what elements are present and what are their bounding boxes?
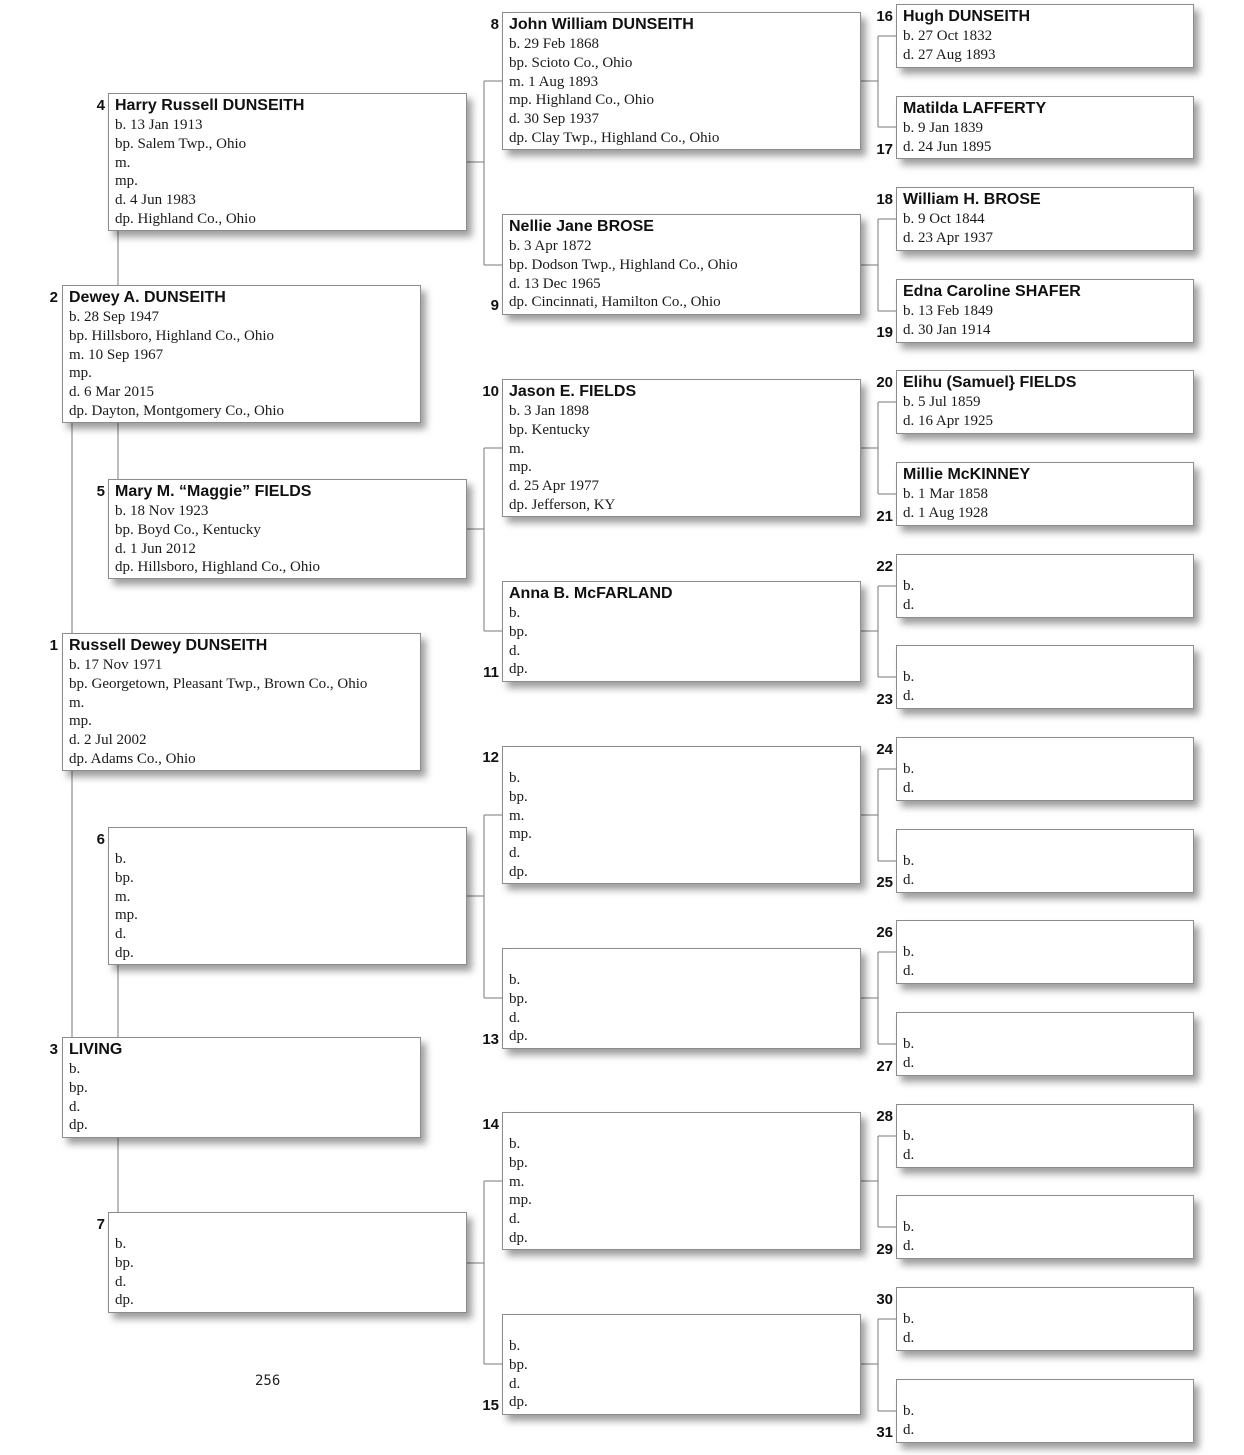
person-fact: b.: [903, 1219, 915, 1235]
person-name: [903, 922, 1187, 943]
person-box-5[interactable]: [108, 479, 467, 579]
person-name: [903, 1106, 1187, 1127]
person-number: 19: [876, 324, 893, 341]
person-number: 30: [876, 1291, 893, 1308]
person-box-10[interactable]: [502, 379, 861, 517]
person-fact: mp.: [69, 365, 92, 382]
person-fact: b.: [903, 761, 915, 777]
person-number: 8: [490, 16, 499, 33]
person-number: 2: [49, 289, 58, 306]
person-fact: d. 27 Aug 1893: [903, 46, 996, 63]
person-fact: bp. Dodson Twp., Highland Co., Ohio: [509, 256, 738, 273]
person-fact: b. 13 Jan 1913: [115, 117, 203, 133]
person-fact: m.: [69, 694, 85, 711]
person-fact: b. 18 Nov 1923: [115, 503, 209, 519]
person-name: Elihu (Samuel} FIELDS: [903, 374, 1077, 391]
person-fact: d.: [903, 1329, 915, 1346]
person-number: 15: [482, 1397, 499, 1414]
person-fact: b. 3 Jan 1898: [509, 403, 589, 419]
person-name: [903, 1197, 1187, 1218]
person-number: 5: [96, 483, 105, 500]
person-fact: m.: [509, 1173, 525, 1190]
person-fact: m.: [115, 154, 131, 171]
person-fact: b. 28 Sep 1947: [69, 309, 159, 325]
person-box-19[interactable]: [896, 279, 1194, 343]
person-number: 25: [876, 874, 893, 891]
person-box-31[interactable]: [896, 1379, 1194, 1443]
person-fact: b.: [903, 669, 915, 685]
person-number: 7: [96, 1216, 105, 1233]
person-fact: d.: [903, 1146, 915, 1163]
person-name: Hugh DUNSEITH: [903, 8, 1031, 25]
person-box-18[interactable]: [896, 187, 1194, 251]
person-name: [903, 831, 1187, 852]
person-fact: d. 24 Jun 1895: [903, 138, 992, 155]
person-box-3[interactable]: [62, 1037, 421, 1138]
person-fact: b. 27 Oct 1832: [903, 28, 993, 44]
person-name: Jason E. FIELDS: [509, 383, 637, 400]
person-fact: dp. Highland Co., Ohio: [115, 210, 256, 227]
person-name: [903, 647, 1187, 668]
person-box-22[interactable]: [896, 554, 1194, 618]
person-fact: b.: [903, 1128, 915, 1144]
person-fact: m.: [509, 807, 525, 824]
person-number: 11: [483, 664, 499, 681]
person-fact: dp.: [509, 1394, 528, 1411]
person-fact: dp.: [115, 1292, 134, 1309]
person-name: [509, 748, 854, 769]
person-fact: d.: [903, 1054, 915, 1071]
person-box-1[interactable]: [62, 633, 421, 771]
person-fact: d. 2 Jul 2002: [69, 732, 147, 749]
person-fact: b. 5 Jul 1859: [903, 394, 981, 410]
person-fact: d.: [69, 1098, 81, 1115]
person-name: [115, 829, 460, 850]
person-fact: bp.: [509, 1356, 528, 1373]
person-fact: d.: [903, 779, 915, 796]
person-number: 3: [49, 1041, 58, 1058]
person-fact: b. 1 Mar 1858: [903, 486, 988, 502]
person-name: John William DUNSEITH: [509, 16, 694, 33]
person-fact: d.: [115, 926, 127, 943]
person-box-26[interactable]: [896, 920, 1194, 984]
person-fact: d. 1 Jun 2012: [115, 540, 196, 557]
person-fact: d.: [903, 1237, 915, 1254]
person-fact: bp. Boyd Co., Kentucky: [115, 521, 261, 538]
person-box-4[interactable]: [108, 93, 467, 231]
person-fact: mp.: [509, 459, 532, 476]
person-number: 21: [876, 508, 893, 525]
person-fact: b.: [509, 972, 521, 988]
person-fact: bp.: [69, 1079, 88, 1096]
person-number: 29: [876, 1241, 893, 1258]
person-name: LIVING: [69, 1041, 123, 1058]
person-fact: dp. Clay Twp., Highland Co., Ohio: [509, 129, 720, 146]
person-fact: d. 6 Mar 2015: [69, 384, 154, 401]
person-fact: m.: [509, 440, 525, 457]
person-name: Mary M. “Maggie” FIELDS: [115, 483, 312, 500]
person-fact: dp. Jefferson, KY: [509, 496, 616, 513]
person-fact: dp.: [509, 863, 528, 880]
person-box-21[interactable]: [896, 462, 1194, 526]
person-number: 12: [482, 749, 499, 766]
person-fact: d. 23 Apr 1937: [903, 229, 993, 246]
person-fact: mp.: [115, 907, 138, 924]
person-fact: d.: [509, 642, 521, 659]
person-number: 24: [876, 741, 893, 758]
person-name: Harry Russell DUNSEITH: [115, 97, 305, 114]
person-fact: b. 9 Jan 1839: [903, 120, 983, 136]
person-fact: d. 30 Jan 1914: [903, 321, 991, 338]
person-fact: bp. Scioto Co., Ohio: [509, 54, 633, 71]
person-fact: b.: [903, 1036, 915, 1052]
person-fact: d.: [509, 1375, 521, 1392]
person-fact: b. 3 Apr 1872: [509, 238, 592, 254]
person-fact: m.: [115, 888, 131, 905]
person-fact: dp.: [509, 1028, 528, 1045]
person-fact: mp.: [115, 173, 138, 190]
person-number: 26: [876, 924, 893, 941]
person-number: 22: [876, 558, 893, 575]
person-box-30[interactable]: [896, 1287, 1194, 1351]
person-fact: d. 16 Apr 1925: [903, 412, 993, 429]
person-fact: m. 1 Aug 1893: [509, 73, 599, 90]
person-fact: d.: [509, 1009, 521, 1026]
person-name: Nellie Jane BROSE: [509, 218, 654, 235]
person-number: 4: [96, 97, 105, 114]
person-fact: d.: [903, 871, 915, 888]
person-number: 9: [490, 297, 499, 314]
person-name: Dewey A. DUNSEITH: [69, 289, 226, 306]
person-number: 16: [876, 8, 893, 25]
person-fact: bp. Georgetown, Pleasant Twp., Brown Co., Ohio: [69, 675, 368, 692]
person-fact: m. 10 Sep 1967: [69, 346, 164, 363]
person-box-27[interactable]: [896, 1012, 1194, 1076]
person-fact: d.: [115, 1273, 127, 1290]
person-box-11[interactable]: [502, 581, 861, 682]
person-box-15[interactable]: [502, 1314, 861, 1415]
person-box-23[interactable]: [896, 645, 1194, 709]
person-fact: bp. Kentucky: [509, 421, 590, 438]
person-name: [903, 1014, 1187, 1035]
person-name: William H. BROSE: [903, 191, 1041, 208]
person-fact: d. 1 Aug 1928: [903, 504, 989, 521]
person-number: 6: [96, 831, 105, 848]
person-fact: mp.: [509, 826, 532, 843]
person-box-13[interactable]: [502, 948, 861, 1049]
page-number: 256: [255, 1373, 281, 1389]
person-fact: dp. Dayton, Montgomery Co., Ohio: [69, 402, 284, 419]
person-fact: d.: [903, 962, 915, 979]
person-name: Anna B. McFARLAND: [509, 585, 673, 602]
person-fact: b.: [509, 605, 521, 621]
person-number: 31: [876, 1424, 893, 1441]
person-number: 14: [482, 1116, 499, 1133]
person-fact: dp.: [69, 1117, 88, 1134]
person-fact: mp. Highland Co., Ohio: [509, 92, 654, 109]
person-number: 20: [876, 374, 893, 391]
person-box-28[interactable]: [896, 1104, 1194, 1168]
person-box-16[interactable]: [896, 4, 1194, 68]
person-fact: d.: [903, 596, 915, 613]
person-name: [509, 1316, 854, 1337]
person-fact: dp.: [509, 1229, 528, 1246]
person-fact: bp.: [509, 1154, 528, 1171]
person-number: 13: [482, 1031, 499, 1048]
person-fact: bp. Salem Twp., Ohio: [115, 135, 247, 152]
person-number: 18: [876, 191, 893, 208]
person-fact: b.: [903, 944, 915, 960]
person-fact: d.: [903, 687, 915, 704]
person-fact: dp.: [115, 944, 134, 961]
person-name: Millie McKINNEY: [903, 466, 1031, 483]
person-number: 10: [482, 383, 499, 400]
person-fact: b.: [115, 1236, 127, 1252]
person-fact: bp.: [509, 788, 528, 805]
person-fact: bp.: [115, 1254, 134, 1271]
person-fact: d. 30 Sep 1937: [509, 111, 599, 128]
person-name: [903, 1289, 1187, 1310]
person-fact: b.: [69, 1061, 81, 1077]
person-fact: d. 13 Dec 1965: [509, 275, 601, 292]
person-fact: d.: [509, 845, 521, 862]
person-fact: b.: [903, 1403, 915, 1419]
person-name: Edna Caroline SHAFER: [903, 283, 1081, 300]
person-name: [509, 1114, 854, 1135]
person-fact: bp.: [509, 990, 528, 1007]
person-fact: d.: [509, 1211, 521, 1228]
person-fact: b. 17 Nov 1971: [69, 657, 163, 673]
person-fact: b.: [903, 853, 915, 869]
person-fact: b. 29 Feb 1868: [509, 36, 599, 52]
person-name: [903, 1381, 1187, 1402]
person-fact: b.: [509, 1338, 521, 1354]
person-name: [903, 556, 1187, 577]
person-fact: b.: [903, 578, 915, 594]
person-box-7[interactable]: [108, 1212, 467, 1313]
person-name: Matilda LAFFERTY: [903, 100, 1047, 117]
person-name: [115, 1214, 460, 1235]
person-fact: b.: [115, 851, 127, 867]
person-box-12[interactable]: [502, 746, 861, 884]
person-box-29[interactable]: [896, 1195, 1194, 1259]
person-number: 27: [876, 1058, 893, 1075]
person-box-8[interactable]: [502, 12, 861, 150]
person-fact: b. 9 Oct 1844: [903, 211, 985, 227]
person-fact: bp.: [509, 623, 528, 640]
person-fact: d. 4 Jun 1983: [115, 192, 196, 209]
person-fact: dp. Adams Co., Ohio: [69, 750, 196, 767]
person-fact: dp. Cincinnati, Hamilton Co., Ohio: [509, 294, 721, 311]
person-box-9[interactable]: [502, 214, 861, 315]
person-fact: b.: [509, 1136, 521, 1152]
person-name: Russell Dewey DUNSEITH: [69, 637, 268, 654]
person-fact: b.: [903, 1311, 915, 1327]
person-fact: bp. Hillsboro, Highland Co., Ohio: [69, 327, 274, 344]
person-box-25[interactable]: [896, 829, 1194, 893]
person-box-14[interactable]: [502, 1112, 861, 1250]
person-number: 17: [876, 141, 893, 158]
person-number: 1: [49, 637, 58, 654]
person-fact: d. 25 Apr 1977: [509, 478, 599, 495]
person-fact: bp.: [115, 869, 134, 886]
person-fact: dp. Hillsboro, Highland Co., Ohio: [115, 559, 320, 576]
person-name: [903, 739, 1187, 760]
person-box-6[interactable]: [108, 827, 467, 965]
person-box-17[interactable]: [896, 96, 1194, 159]
person-fact: mp.: [69, 713, 92, 730]
person-box-24[interactable]: [896, 737, 1194, 801]
person-fact: b. 13 Feb 1849: [903, 303, 993, 319]
person-number: 23: [876, 691, 893, 708]
person-box-2[interactable]: [62, 285, 421, 423]
person-fact: d.: [903, 1421, 915, 1438]
person-box-20[interactable]: [896, 370, 1194, 434]
person-fact: dp.: [509, 661, 528, 678]
person-name: [509, 950, 854, 971]
person-number: 28: [876, 1108, 893, 1125]
person-fact: mp.: [509, 1192, 532, 1209]
person-fact: b.: [509, 770, 521, 786]
